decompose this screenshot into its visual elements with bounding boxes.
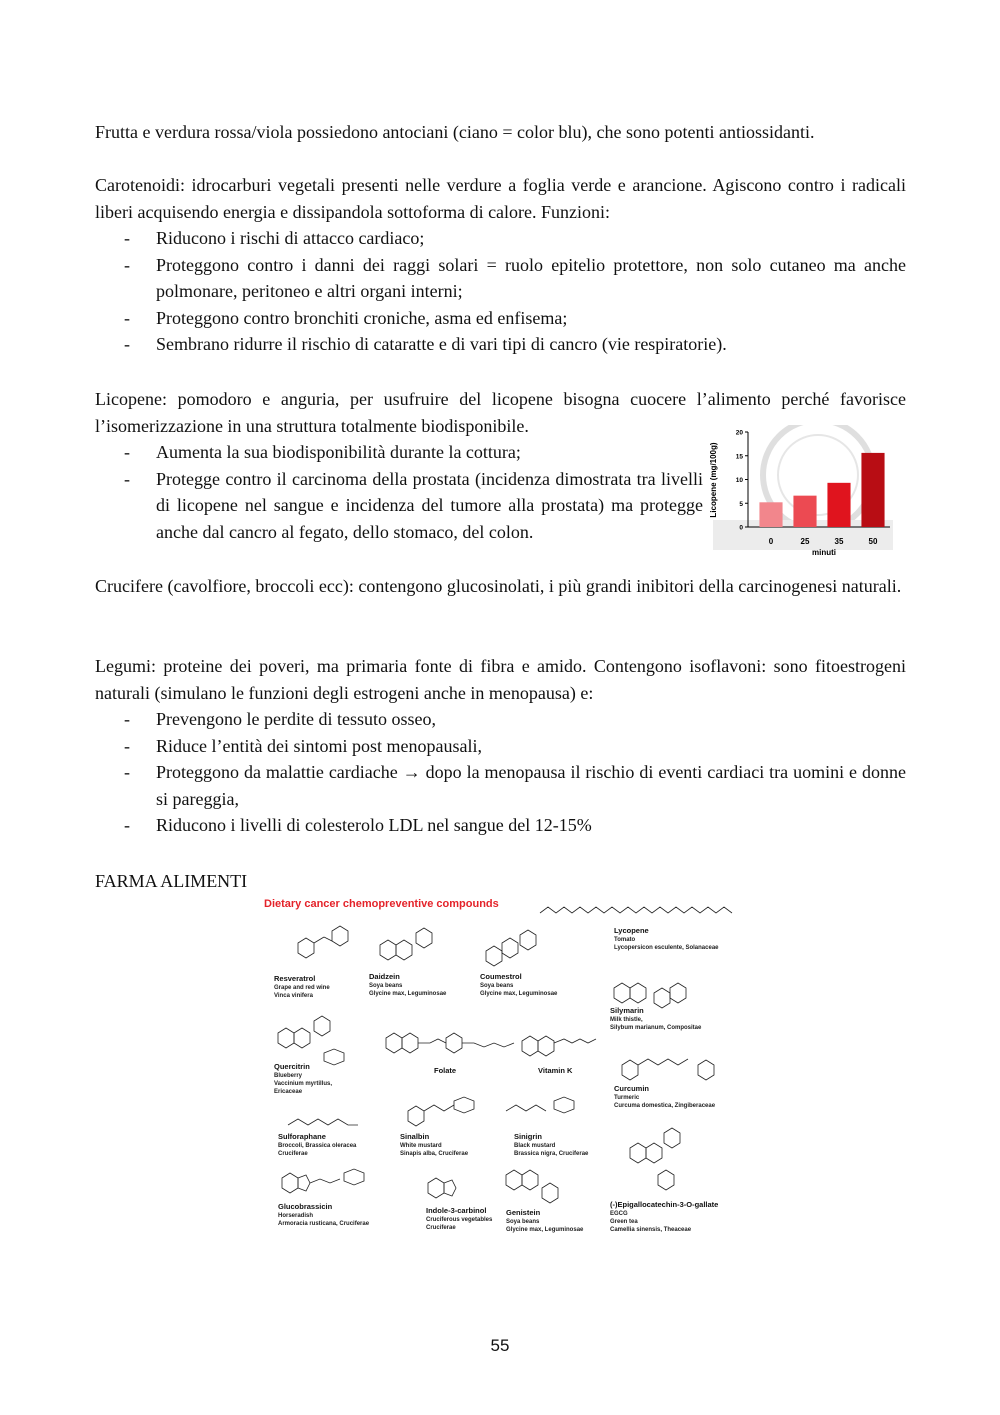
compound-source: Soya beans <box>506 1219 540 1225</box>
list-item: - Riducono i livelli di colesterolo LDL nel sangue del 12-15% <box>124 815 592 835</box>
egcg-structure <box>630 1128 680 1190</box>
licopene-bar-chart <box>708 425 898 560</box>
compound-source: Cruciferae <box>278 1151 308 1157</box>
carotenoidi-list <box>95 225 906 358</box>
compound-source: Tomato <box>614 937 636 943</box>
y-axis-label: Licopene (mg/100g) <box>709 442 718 518</box>
compound-source: EGCG <box>610 1211 628 1217</box>
x-axis-label: minuti <box>812 548 836 557</box>
compounds-figure <box>258 893 748 1238</box>
compound-source: Brassica nigra, Cruciferae <box>514 1151 589 1157</box>
y-tick-label: 20 <box>735 429 743 437</box>
legumi-list <box>95 706 906 839</box>
compound-source: Glycine max, Leguminosae <box>506 1227 584 1233</box>
bar-25 <box>793 496 816 527</box>
x-tick-label: 0 <box>768 537 774 546</box>
compound-source: Glycine max, Leguminosae <box>480 991 558 997</box>
curcumin-structure <box>622 1059 714 1080</box>
folate-structure <box>386 1033 514 1053</box>
compound-name: Folate <box>434 1066 457 1075</box>
bar-35 <box>827 483 850 527</box>
compound-name: Quercitrin <box>274 1062 310 1071</box>
compound-name: Coumestrol <box>480 972 522 981</box>
paragraph-crucifere: Crucifere (cavolfiore, broccoli ecc): contengono glucosinolati, i più grandi inibitori della carcinogenesi naturali. <box>95 576 902 596</box>
compound-source: Cruciferae <box>426 1225 456 1231</box>
bar-0 <box>759 502 782 527</box>
list-item: - Proteggono da malattie cardiache → dopo la menopausa il rischio di eventi cardiaci tra uomini e donne si pareggia, <box>124 762 906 809</box>
compound-name: Sulforaphane <box>278 1132 326 1141</box>
section-title: FARMA ALIMENTI <box>95 871 248 891</box>
paragraph-antociani: Frutta e verdura rossa/viola possiedono antociani (ciano = color blu), che sono potenti antiossidanti. <box>95 122 815 142</box>
compound-name: Curcumin <box>614 1084 650 1093</box>
compound-source: Broccoli, Brassica oleracea <box>278 1143 357 1149</box>
x-tick-label: 50 <box>868 537 878 546</box>
list-item: - Prevengono le perdite di tessuto osseo, <box>124 709 436 729</box>
compound-source: Soya beans <box>369 983 403 989</box>
compound-name: Vitamin K <box>538 1066 573 1075</box>
compound-name: Daidzein <box>369 972 400 981</box>
compound-source: Sinapis alba, Cruciferae <box>400 1151 469 1157</box>
compound-source: Turmeric <box>614 1095 640 1101</box>
compound-name: (-)Epigallocatechin-3-O-gallate <box>610 1200 719 1209</box>
list-item: - Sembrano ridurre il rischio di cataratte e di vari tipi di cancro (vie respiratorie). <box>124 334 727 354</box>
compound-source: White mustard <box>400 1143 442 1149</box>
compound-source: Ericaceae <box>274 1089 303 1095</box>
lycopene-structure <box>540 907 732 913</box>
compound-source: Blueberry <box>274 1073 303 1079</box>
y-tick-label: 10 <box>735 477 743 484</box>
compound-source: Milk thistle, <box>610 1017 643 1023</box>
list-item: - Riducono i rischi di attacco cardiaco; <box>124 228 425 248</box>
compound-source: Soya beans <box>480 983 514 989</box>
compound-source: Black mustard <box>514 1143 556 1149</box>
page-number: 55 <box>490 1336 510 1355</box>
x-tick-label: 25 <box>800 537 810 546</box>
compound-source: Vaccinium myrtillus, <box>274 1081 333 1087</box>
compound-name: Sinalbin <box>400 1132 430 1141</box>
sinigrin-structure <box>506 1097 574 1113</box>
coumestrol-structure <box>486 930 536 966</box>
compound-source: Glycine max, Leguminosae <box>369 991 447 997</box>
x-tick-label: 35 <box>834 537 844 546</box>
compound-name: Resveratrol <box>274 974 316 983</box>
compound-name: Lycopene <box>614 926 649 935</box>
paragraph-carotenoidi: Carotenoidi: idrocarburi vegetali presenti nelle verdure a foglia verde e arancione. Agiscono contro i radicali liberi acquisendo energia e dissipandola sottoforma di calore. Funzioni: <box>95 175 906 222</box>
sulforaphane-structure <box>288 1119 358 1125</box>
glucobrassicin-structure <box>282 1169 364 1193</box>
compound-source: Lycopersicon esculente, Solanaceae <box>614 945 719 951</box>
daidzein-structure <box>380 928 432 960</box>
compound-name: Glucobrassicin <box>278 1202 333 1211</box>
paragraph-licopene: Licopene: pomodoro e anguria, per usufruire del licopene bisogna cuocere l’alimento perché favorisce l’isomerizzazione in una struttura totalmente biodisponibile. <box>95 389 906 436</box>
vitamin-k-structure <box>522 1036 596 1056</box>
list-item: - Riduce l’entità dei sintomi post menopausali, <box>124 735 482 756</box>
compound-name: Indole-3-carbinol <box>426 1206 487 1215</box>
y-tick-label: 0 <box>739 524 743 532</box>
compound-source: Silybum marianum, Compositae <box>610 1025 702 1031</box>
compound-name: Genistein <box>506 1208 541 1217</box>
compound-source: Armoracia rusticana, Cruciferae <box>278 1221 370 1227</box>
compound-source: Grape and red wine <box>274 985 330 991</box>
list-item: - Proteggono contro bronchiti croniche, asma ed enfisema; <box>124 307 568 328</box>
resveratrol-structure <box>298 926 348 958</box>
compound-source: Camellia sinensis, Theaceae <box>610 1227 692 1233</box>
compound-source: Curcuma domestica, Zingiberaceae <box>614 1103 716 1109</box>
compound-name: Silymarin <box>610 1006 644 1015</box>
y-tick-label: 5 <box>739 500 743 508</box>
list-item: - Proteggono contro i danni dei raggi solari = ruolo epitelio protettore, non solo cutaneo ma anche polmonare, peritoneo e altri organi interni; <box>124 254 906 301</box>
paragraph-legumi: Legumi: proteine dei poveri, ma primaria fonte di fibra e amido. Contengono isoflavoni: sono fitoestrogeni naturali (simulano le funzioni degli estrogeni anche in menopausa) e: <box>95 656 906 703</box>
compound-source: Horseradish <box>278 1213 314 1219</box>
list-item: - Protegge contro il carcinoma della prostata (incidenza dimostrata tra livelli di licopene nel sangue e incidenza del tumore alla prostata) ma protegge anche dal cancro al fegato, dello stomaco, del colon. <box>124 468 703 542</box>
licopene-list <box>95 439 703 545</box>
compound-name: Sinigrin <box>514 1132 542 1141</box>
sinalbin-structure <box>408 1097 474 1126</box>
silymarin-structure <box>614 983 686 1008</box>
compound-source: Green tea <box>610 1219 638 1225</box>
list-item: - Aumenta la sua biodisponibilità durante la cottura; <box>124 442 521 462</box>
compounds-title: Dietary cancer chemopreventive compounds <box>264 898 499 910</box>
bar-50 <box>861 453 884 527</box>
indole-3-carbinol-structure <box>428 1178 456 1198</box>
compound-source: Cruciferous vegetables <box>426 1217 493 1223</box>
quercitrin-structure <box>278 1016 344 1065</box>
genistein-structure <box>506 1170 558 1203</box>
y-tick-label: 15 <box>735 453 743 461</box>
compound-source: Vinca vinifera <box>274 993 313 999</box>
